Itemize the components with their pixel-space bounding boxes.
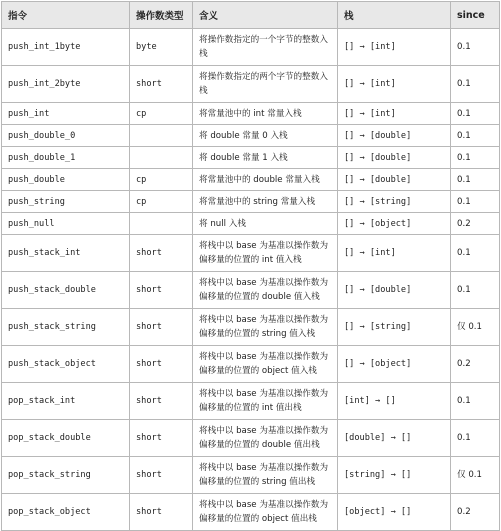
instruction-table xyxy=(1,1,500,531)
cell-instruction: push_double xyxy=(2,169,130,191)
cell-stack: [] → [int] xyxy=(338,29,451,66)
cell-instruction: push_double_0 xyxy=(2,125,130,147)
table-row xyxy=(2,29,500,66)
cell-instruction: pop_stack_double xyxy=(2,420,130,457)
table-row xyxy=(2,103,500,125)
cell-stack: [object] → [] xyxy=(338,494,451,531)
cell-instruction: push_string xyxy=(2,191,130,213)
table-row xyxy=(2,147,500,169)
cell-since: 0.1 xyxy=(451,147,500,169)
cell-operand-type: cp xyxy=(130,191,193,213)
cell-operand-type: short xyxy=(130,272,193,309)
cell-meaning: 将常量池中的 int 常量入栈 xyxy=(193,103,338,125)
cell-operand-type xyxy=(130,213,193,235)
cell-instruction: push_stack_object xyxy=(2,346,130,383)
table-row xyxy=(2,494,500,531)
table-row xyxy=(2,213,500,235)
cell-stack: [] → [int] xyxy=(338,103,451,125)
cell-instruction: pop_stack_int xyxy=(2,383,130,420)
cell-since: 0.2 xyxy=(451,494,500,531)
cell-since: 0.2 xyxy=(451,213,500,235)
cell-instruction: pop_stack_object xyxy=(2,494,130,531)
header-meaning: 含义 xyxy=(193,2,338,29)
cell-instruction: push_int_2byte xyxy=(2,66,130,103)
header-operand-type: 操作数类型 xyxy=(130,2,193,29)
cell-operand-type: short xyxy=(130,457,193,494)
cell-instruction: push_int_1byte xyxy=(2,29,130,66)
cell-meaning: 将栈中以 base 为基准以操作数为偏移量的位置的 string 值入栈 xyxy=(193,309,338,346)
cell-since: 0.1 xyxy=(451,103,500,125)
cell-since: 0.1 xyxy=(451,420,500,457)
table-row xyxy=(2,309,500,346)
cell-stack: [] → [double] xyxy=(338,272,451,309)
cell-operand-type: short xyxy=(130,420,193,457)
table-row xyxy=(2,457,500,494)
cell-since: 0.1 xyxy=(451,235,500,272)
cell-instruction: push_stack_double xyxy=(2,272,130,309)
cell-operand-type: short xyxy=(130,66,193,103)
table-row xyxy=(2,125,500,147)
cell-since: 0.2 xyxy=(451,346,500,383)
cell-meaning: 将 double 常量 1 入栈 xyxy=(193,147,338,169)
cell-meaning: 将栈中以 base 为基准以操作数为偏移量的位置的 object 值入栈 xyxy=(193,346,338,383)
cell-meaning: 将操作数指定的两个字节的整数入栈 xyxy=(193,66,338,103)
cell-stack: [] → [string] xyxy=(338,309,451,346)
cell-meaning: 将 double 常量 0 入栈 xyxy=(193,125,338,147)
table-row xyxy=(2,272,500,309)
cell-meaning: 将常量池中的 string 常量入栈 xyxy=(193,191,338,213)
cell-stack: [int] → [] xyxy=(338,383,451,420)
table-header-row xyxy=(2,2,500,29)
cell-meaning: 将栈中以 base 为基准以操作数为偏移量的位置的 int 值入栈 xyxy=(193,235,338,272)
table-body xyxy=(2,29,500,531)
header-stack: 栈 xyxy=(338,2,451,29)
cell-operand-type: byte xyxy=(130,29,193,66)
cell-stack: [] → [double] xyxy=(338,169,451,191)
cell-instruction: push_int xyxy=(2,103,130,125)
cell-since: 0.1 xyxy=(451,66,500,103)
cell-operand-type: short xyxy=(130,235,193,272)
table-row xyxy=(2,66,500,103)
header-instruction: 指令 xyxy=(2,2,130,29)
table-row xyxy=(2,191,500,213)
cell-operand-type: short xyxy=(130,494,193,531)
cell-meaning: 将 null 入栈 xyxy=(193,213,338,235)
cell-meaning: 将栈中以 base 为基准以操作数为偏移量的位置的 object 值出栈 xyxy=(193,494,338,531)
cell-since: 仅 0.1 xyxy=(451,457,500,494)
table-row xyxy=(2,235,500,272)
cell-instruction: push_double_1 xyxy=(2,147,130,169)
cell-operand-type: short xyxy=(130,383,193,420)
cell-stack: [] → [object] xyxy=(338,346,451,383)
cell-stack: [] → [double] xyxy=(338,147,451,169)
cell-instruction: push_stack_int xyxy=(2,235,130,272)
cell-operand-type: cp xyxy=(130,169,193,191)
cell-meaning: 将栈中以 base 为基准以操作数为偏移量的位置的 double 值出栈 xyxy=(193,420,338,457)
table-row xyxy=(2,346,500,383)
cell-stack: [] → [string] xyxy=(338,191,451,213)
header-since: since xyxy=(451,2,500,29)
cell-stack: [] → [object] xyxy=(338,213,451,235)
cell-since: 0.1 xyxy=(451,383,500,420)
cell-since: 0.1 xyxy=(451,272,500,309)
cell-since: 0.1 xyxy=(451,169,500,191)
cell-meaning: 将操作数指定的一个字节的整数入栈 xyxy=(193,29,338,66)
cell-stack: [double] → [] xyxy=(338,420,451,457)
cell-operand-type: short xyxy=(130,309,193,346)
cell-meaning: 将栈中以 base 为基准以操作数为偏移量的位置的 int 值出栈 xyxy=(193,383,338,420)
cell-stack: [string] → [] xyxy=(338,457,451,494)
cell-stack: [] → [int] xyxy=(338,235,451,272)
cell-instruction: push_stack_string xyxy=(2,309,130,346)
cell-instruction: pop_stack_string xyxy=(2,457,130,494)
cell-operand-type: short xyxy=(130,346,193,383)
cell-stack: [] → [double] xyxy=(338,125,451,147)
cell-meaning: 将栈中以 base 为基准以操作数为偏移量的位置的 string 值出栈 xyxy=(193,457,338,494)
cell-since: 仅 0.1 xyxy=(451,309,500,346)
cell-meaning: 将常量池中的 double 常量入栈 xyxy=(193,169,338,191)
cell-operand-type xyxy=(130,147,193,169)
cell-meaning: 将栈中以 base 为基准以操作数为偏移量的位置的 double 值入栈 xyxy=(193,272,338,309)
cell-since: 0.1 xyxy=(451,191,500,213)
cell-operand-type: cp xyxy=(130,103,193,125)
cell-operand-type xyxy=(130,125,193,147)
cell-stack: [] → [int] xyxy=(338,66,451,103)
cell-since: 0.1 xyxy=(451,29,500,66)
table-row xyxy=(2,169,500,191)
table-row xyxy=(2,383,500,420)
cell-since: 0.1 xyxy=(451,125,500,147)
cell-instruction: push_null xyxy=(2,213,130,235)
table-row xyxy=(2,420,500,457)
